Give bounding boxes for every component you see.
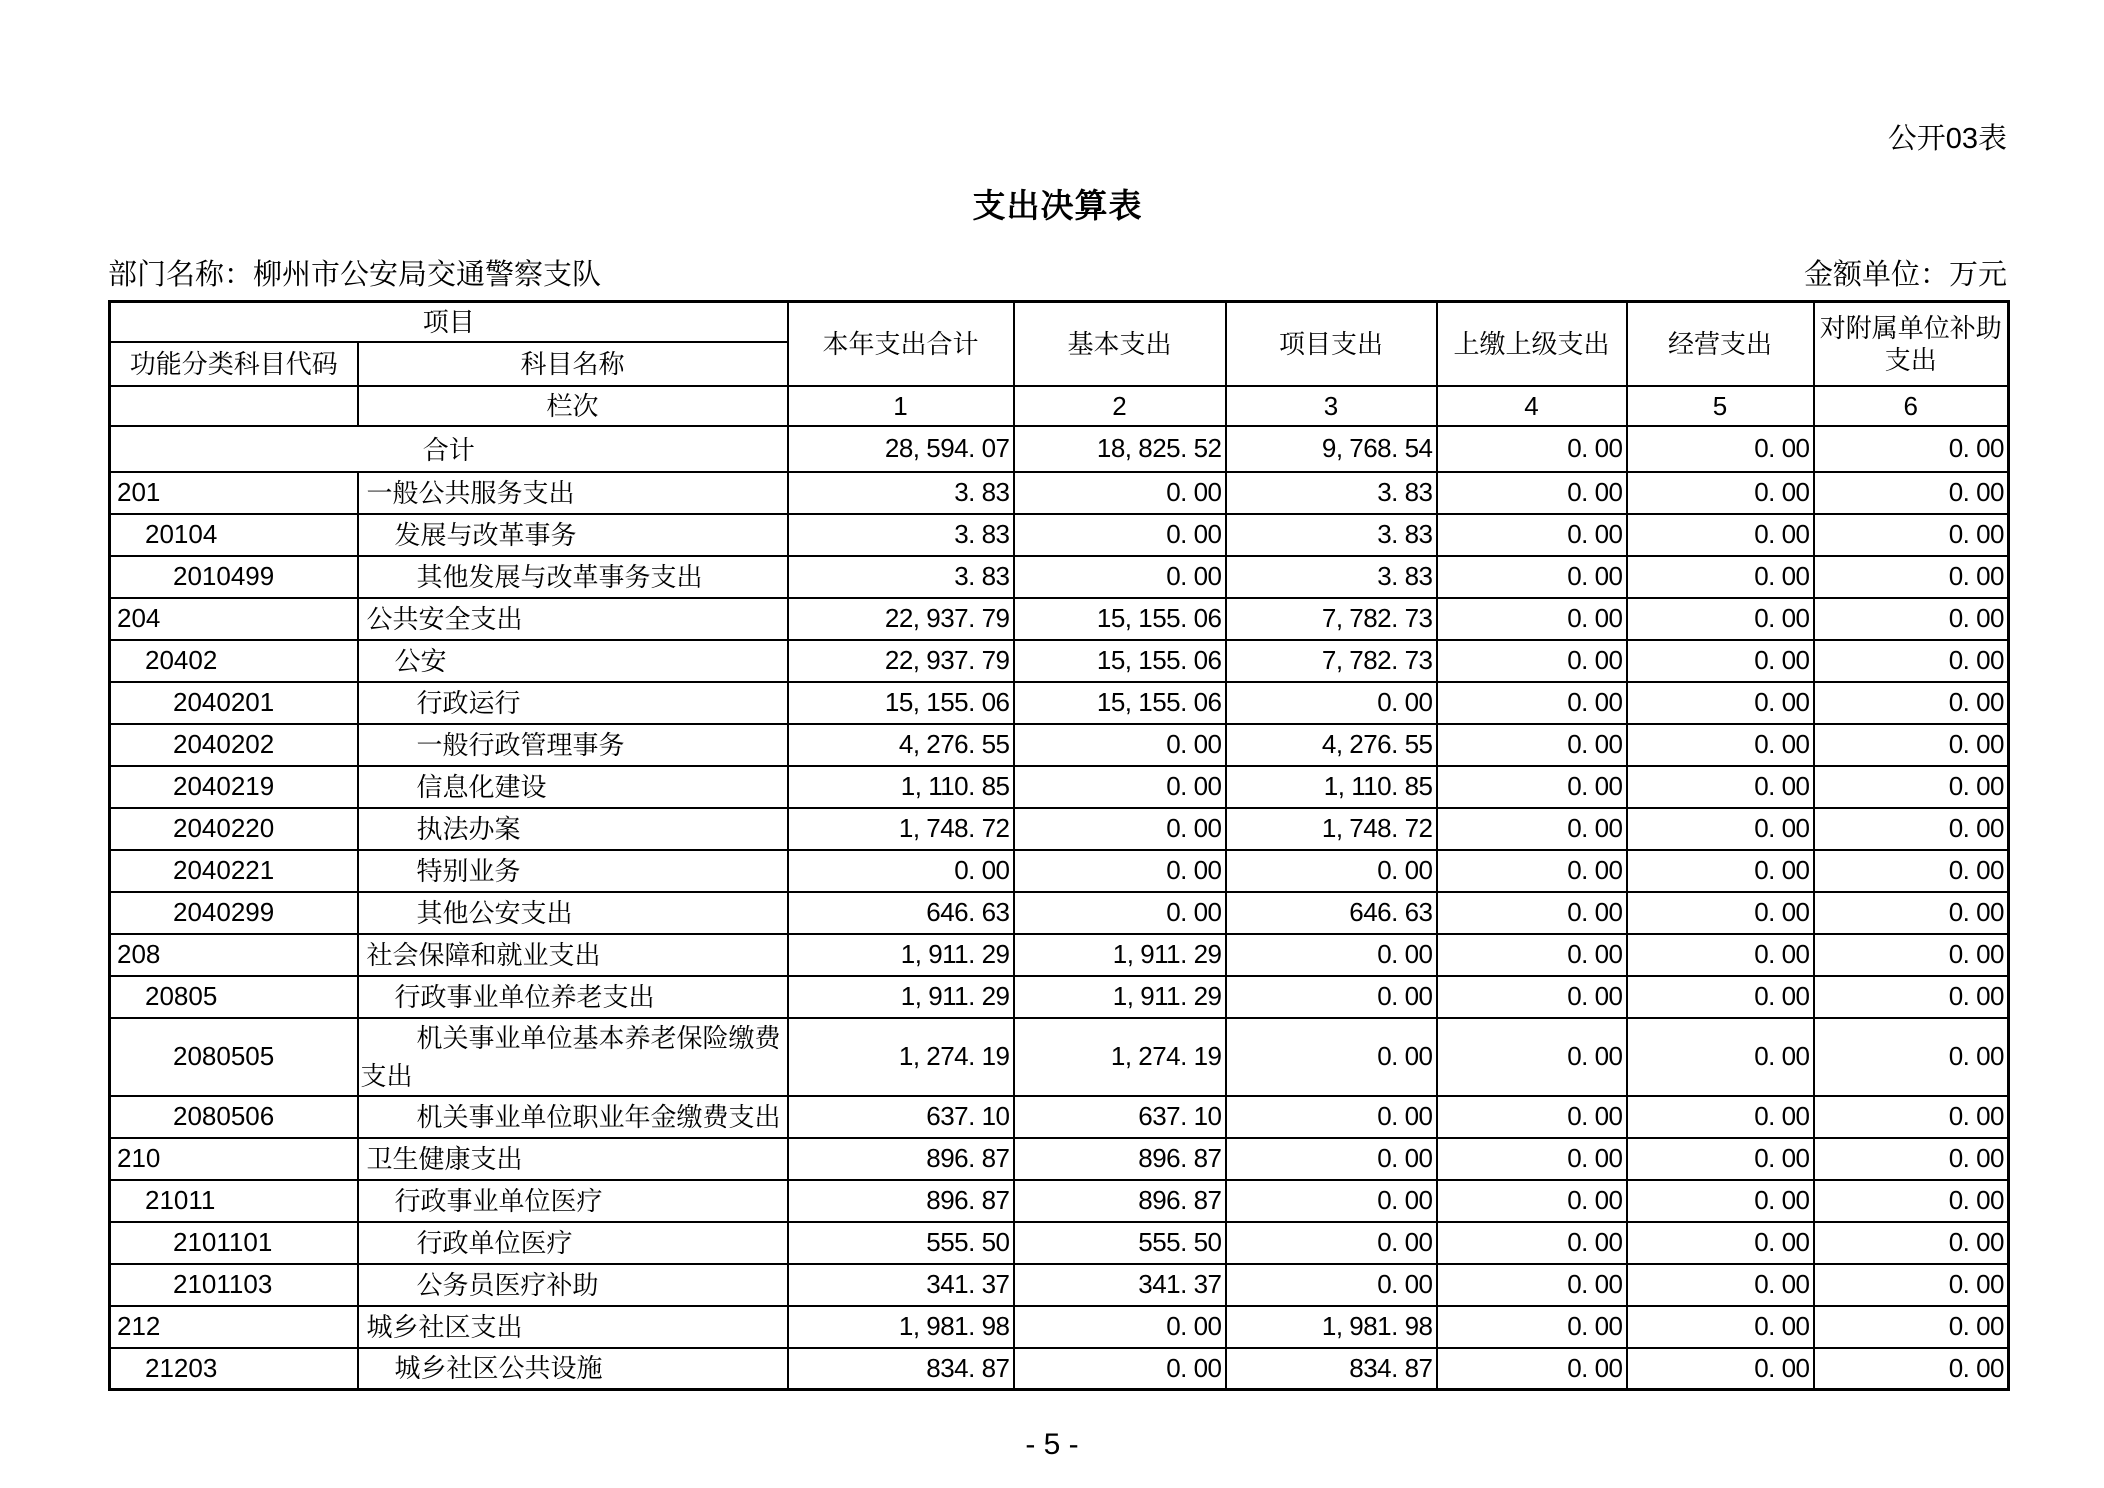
- amount-cell: 0. 00: [1814, 766, 2009, 808]
- amount-cell: 0. 00: [1437, 472, 1627, 514]
- amount-cell: 646. 63: [1226, 892, 1437, 934]
- header-col-operating: 经营支出: [1627, 302, 1814, 386]
- page-title: 支出决算表: [972, 187, 1143, 224]
- amount-cell: 3. 83: [1226, 472, 1437, 514]
- subject-name: 特别业务: [358, 850, 788, 892]
- header-code: 功能分类科目代码: [110, 342, 358, 386]
- amount-cell: 1, 911. 29: [1014, 934, 1226, 976]
- subject-code: 2080506: [110, 1096, 358, 1138]
- table-row: [110, 556, 2009, 598]
- total-row: [110, 426, 2009, 472]
- sheet-tag: 公开03表: [1887, 123, 2007, 155]
- amount-cell: 0. 00: [1627, 682, 1814, 724]
- amount-cell: 4, 276. 55: [788, 724, 1014, 766]
- amount-cell: 0. 00: [1437, 976, 1627, 1018]
- subject-name: 机关事业单位基本养老保险缴费支出: [358, 1018, 788, 1096]
- amount-cell: 0. 00: [1226, 1096, 1437, 1138]
- amount-cell: 0. 00: [1014, 556, 1226, 598]
- amount-cell: 341. 37: [788, 1264, 1014, 1306]
- table-row: [110, 472, 2009, 514]
- amount-cell: 1, 110. 85: [788, 766, 1014, 808]
- subject-code: 21203: [110, 1348, 358, 1390]
- amount-cell: 0. 00: [1014, 472, 1226, 514]
- amount-cell: 1, 981. 98: [1226, 1306, 1437, 1348]
- amount-cell: 834. 87: [788, 1348, 1014, 1390]
- amount-cell: 0. 00: [1627, 850, 1814, 892]
- total-value-1: 28, 594. 07: [788, 426, 1014, 472]
- amount-cell: 0. 00: [1627, 892, 1814, 934]
- amount-cell: 7, 782. 73: [1226, 640, 1437, 682]
- table-row: [110, 808, 2009, 850]
- amount-cell: 0. 00: [1627, 1348, 1814, 1390]
- table-body: [110, 472, 2009, 1390]
- amount-cell: 0. 00: [1627, 472, 1814, 514]
- amount-cell: 0. 00: [1814, 1018, 2009, 1096]
- amount-unit: 金额单位：万元: [1803, 259, 2007, 291]
- amount-cell: 0. 00: [1814, 682, 2009, 724]
- subject-code: 21011: [110, 1180, 358, 1222]
- amount-cell: 0. 00: [1814, 556, 2009, 598]
- header-row-lanci: [110, 386, 2009, 426]
- lanci-col-5: 5: [1627, 386, 1814, 426]
- lanci-col-3: 3: [1226, 386, 1437, 426]
- amount-cell: 0. 00: [1437, 1264, 1627, 1306]
- subject-name: 其他公安支出: [358, 892, 788, 934]
- amount-cell: 0. 00: [1437, 850, 1627, 892]
- amount-cell: 0. 00: [1437, 1222, 1627, 1264]
- subject-name: 社会保障和就业支出: [358, 934, 788, 976]
- table-row: [110, 1138, 2009, 1180]
- amount-cell: 0. 00: [1226, 1264, 1437, 1306]
- lanci-col-4: 4: [1437, 386, 1627, 426]
- meta-row: [108, 254, 2007, 296]
- amount-cell: 0. 00: [1437, 598, 1627, 640]
- amount-cell: 0. 00: [1437, 892, 1627, 934]
- amount-cell: 1, 911. 29: [788, 976, 1014, 1018]
- subject-code: 2010499: [110, 556, 358, 598]
- amount-cell: 0. 00: [1627, 934, 1814, 976]
- header-col-upturn: 上缴上级支出: [1437, 302, 1627, 386]
- amount-cell: 0. 00: [1814, 1138, 2009, 1180]
- amount-cell: 896. 87: [1014, 1138, 1226, 1180]
- amount-cell: 0. 00: [1627, 724, 1814, 766]
- amount-cell: 0. 00: [1014, 850, 1226, 892]
- amount-cell: 0. 00: [1437, 1018, 1627, 1096]
- amount-cell: 0. 00: [1226, 976, 1437, 1018]
- amount-cell: 896. 87: [788, 1180, 1014, 1222]
- amount-cell: 0. 00: [1437, 1096, 1627, 1138]
- amount-cell: 4, 276. 55: [1226, 724, 1437, 766]
- page-number: - 5 -: [1025, 1428, 1079, 1461]
- total-value-6: 0. 00: [1814, 426, 2009, 472]
- table-row: [110, 1264, 2009, 1306]
- amount-cell: 0. 00: [1627, 514, 1814, 556]
- amount-cell: 0. 00: [1226, 682, 1437, 724]
- amount-cell: 0. 00: [1226, 1018, 1437, 1096]
- lanci-empty-cell: [110, 386, 358, 426]
- amount-cell: 0. 00: [1014, 514, 1226, 556]
- table-row: [110, 976, 2009, 1018]
- table-row: [110, 640, 2009, 682]
- subject-code: 2040219: [110, 766, 358, 808]
- header-row-project: [110, 302, 2009, 342]
- amount-cell: 0. 00: [1437, 556, 1627, 598]
- amount-cell: 834. 87: [1226, 1348, 1437, 1390]
- header-col-basic: 基本支出: [1014, 302, 1226, 386]
- subject-name: 行政事业单位养老支出: [358, 976, 788, 1018]
- table-row: [110, 892, 2009, 934]
- subject-code: 2040220: [110, 808, 358, 850]
- table-row: [110, 598, 2009, 640]
- table-row: [110, 682, 2009, 724]
- amount-cell: 341. 37: [1014, 1264, 1226, 1306]
- amount-cell: 896. 87: [1014, 1180, 1226, 1222]
- table-row: [110, 724, 2009, 766]
- amount-cell: 0. 00: [1014, 892, 1226, 934]
- subject-name: 一般行政管理事务: [358, 724, 788, 766]
- amount-cell: 0. 00: [1627, 1180, 1814, 1222]
- amount-cell: 15, 155. 06: [1014, 682, 1226, 724]
- amount-cell: 0. 00: [1437, 640, 1627, 682]
- amount-cell: 0. 00: [1814, 724, 2009, 766]
- subject-name: 城乡社区公共设施: [358, 1348, 788, 1390]
- subject-code: 201: [110, 472, 358, 514]
- amount-cell: 1, 110. 85: [1226, 766, 1437, 808]
- subject-name: 公共安全支出: [358, 598, 788, 640]
- table-total-section: [110, 426, 2009, 472]
- header-col-total: 本年支出合计: [788, 302, 1014, 386]
- subject-code: 20805: [110, 976, 358, 1018]
- subject-name: 执法办案: [358, 808, 788, 850]
- subject-name: 信息化建设: [358, 766, 788, 808]
- amount-cell: 1, 274. 19: [1014, 1018, 1226, 1096]
- amount-cell: 0. 00: [1437, 724, 1627, 766]
- amount-cell: 22, 937. 79: [788, 598, 1014, 640]
- table-row: [110, 1222, 2009, 1264]
- subject-name: 城乡社区支出: [358, 1306, 788, 1348]
- table-row: [110, 1018, 2009, 1096]
- amount-cell: 0. 00: [1226, 1222, 1437, 1264]
- amount-cell: 1, 911. 29: [1014, 976, 1226, 1018]
- amount-cell: 1, 748. 72: [788, 808, 1014, 850]
- subject-code: 20104: [110, 514, 358, 556]
- subject-name: 卫生健康支出: [358, 1138, 788, 1180]
- subject-name: 公安: [358, 640, 788, 682]
- amount-cell: 0. 00: [1014, 808, 1226, 850]
- amount-cell: 0. 00: [1627, 1264, 1814, 1306]
- amount-cell: 0. 00: [1814, 1096, 2009, 1138]
- amount-cell: 555. 50: [788, 1222, 1014, 1264]
- expenditure-table: [108, 300, 2010, 1391]
- table-row: [110, 934, 2009, 976]
- subject-name: 公务员医疗补助: [358, 1264, 788, 1306]
- subject-name: 发展与改革事务: [358, 514, 788, 556]
- amount-cell: 0. 00: [1814, 934, 2009, 976]
- amount-cell: 3. 83: [788, 514, 1014, 556]
- subject-name: 行政事业单位医疗: [358, 1180, 788, 1222]
- subject-name: 一般公共服务支出: [358, 472, 788, 514]
- amount-cell: 0. 00: [1814, 808, 2009, 850]
- amount-cell: 0. 00: [1627, 640, 1814, 682]
- amount-cell: 555. 50: [1014, 1222, 1226, 1264]
- amount-cell: 0. 00: [1226, 934, 1437, 976]
- table-header: [110, 302, 2009, 426]
- amount-cell: 0. 00: [1437, 808, 1627, 850]
- total-value-4: 0. 00: [1437, 426, 1627, 472]
- amount-cell: 637. 10: [1014, 1096, 1226, 1138]
- amount-cell: 0. 00: [1627, 976, 1814, 1018]
- amount-cell: 15, 155. 06: [1014, 640, 1226, 682]
- header-project: 项目: [110, 302, 788, 342]
- amount-cell: 0. 00: [1627, 1138, 1814, 1180]
- table-row: [110, 1096, 2009, 1138]
- amount-cell: 0. 00: [1014, 1306, 1226, 1348]
- amount-cell: 0. 00: [1627, 556, 1814, 598]
- amount-cell: 0. 00: [1627, 598, 1814, 640]
- subject-code: 208: [110, 934, 358, 976]
- table-row: [110, 1180, 2009, 1222]
- amount-cell: 646. 63: [788, 892, 1014, 934]
- amount-cell: 0. 00: [1226, 850, 1437, 892]
- amount-cell: 0. 00: [1014, 766, 1226, 808]
- amount-cell: 0. 00: [1014, 724, 1226, 766]
- subject-code: 212: [110, 1306, 358, 1348]
- table-row: [110, 850, 2009, 892]
- table-row: [110, 1306, 2009, 1348]
- amount-cell: 15, 155. 06: [788, 682, 1014, 724]
- amount-cell: 0. 00: [1814, 514, 2009, 556]
- amount-cell: 0. 00: [1627, 1306, 1814, 1348]
- subject-code: 2040201: [110, 682, 358, 724]
- amount-cell: 0. 00: [1814, 892, 2009, 934]
- amount-cell: 0. 00: [1437, 934, 1627, 976]
- amount-cell: 0. 00: [1437, 1306, 1627, 1348]
- subject-code: 20402: [110, 640, 358, 682]
- subject-code: 210: [110, 1138, 358, 1180]
- amount-cell: 0. 00: [1814, 598, 2009, 640]
- lanci-col-1: 1: [788, 386, 1014, 426]
- subject-code: 2080505: [110, 1018, 358, 1096]
- header-col-project-expend: 项目支出: [1226, 302, 1437, 386]
- amount-cell: 7, 782. 73: [1226, 598, 1437, 640]
- amount-cell: 0. 00: [1627, 1222, 1814, 1264]
- lanci-col-2: 2: [1014, 386, 1226, 426]
- amount-cell: 3. 83: [788, 472, 1014, 514]
- amount-cell: 1, 911. 29: [788, 934, 1014, 976]
- amount-cell: 15, 155. 06: [1014, 598, 1226, 640]
- amount-cell: 0. 00: [1437, 1180, 1627, 1222]
- subject-code: 204: [110, 598, 358, 640]
- amount-cell: 0. 00: [1814, 976, 2009, 1018]
- amount-cell: 3. 83: [1226, 514, 1437, 556]
- table-row: [110, 766, 2009, 808]
- amount-cell: 3. 83: [1226, 556, 1437, 598]
- amount-cell: 0. 00: [1627, 1018, 1814, 1096]
- amount-cell: 1, 981. 98: [788, 1306, 1014, 1348]
- amount-cell: 896. 87: [788, 1138, 1014, 1180]
- table-row: [110, 514, 2009, 556]
- amount-cell: 0. 00: [1437, 682, 1627, 724]
- amount-cell: 0. 00: [1814, 640, 2009, 682]
- amount-cell: 0. 00: [1627, 808, 1814, 850]
- subject-name: 机关事业单位职业年金缴费支出: [358, 1096, 788, 1138]
- amount-cell: 0. 00: [1437, 514, 1627, 556]
- subject-code: 2040299: [110, 892, 358, 934]
- subject-code: 2101101: [110, 1222, 358, 1264]
- lanci-label: 栏次: [358, 386, 788, 426]
- subject-name: 行政运行: [358, 682, 788, 724]
- amount-cell: 0. 00: [1814, 1180, 2009, 1222]
- amount-cell: 0. 00: [1814, 850, 2009, 892]
- header-subject-name: 科目名称: [358, 342, 788, 386]
- amount-cell: 637. 10: [788, 1096, 1014, 1138]
- subject-code: 2040221: [110, 850, 358, 892]
- total-label: 合计: [110, 426, 788, 472]
- lanci-col-6: 6: [1814, 386, 2009, 426]
- amount-cell: 0. 00: [1627, 1096, 1814, 1138]
- subject-name: 行政单位医疗: [358, 1222, 788, 1264]
- amount-cell: 0. 00: [1814, 472, 2009, 514]
- total-value-2: 18, 825. 52: [1014, 426, 1226, 472]
- total-value-5: 0. 00: [1627, 426, 1814, 472]
- subject-name: 其他发展与改革事务支出: [358, 556, 788, 598]
- amount-cell: 0. 00: [1814, 1306, 2009, 1348]
- header-col-subsidy: 对附属单位补助支出: [1814, 302, 2009, 386]
- amount-cell: 0. 00: [1437, 1138, 1627, 1180]
- amount-cell: 1, 748. 72: [1226, 808, 1437, 850]
- table-row: [110, 1348, 2009, 1390]
- amount-cell: 0. 00: [1437, 1348, 1627, 1390]
- amount-cell: 0. 00: [1437, 766, 1627, 808]
- amount-cell: 0. 00: [1814, 1222, 2009, 1264]
- report-content: [108, 0, 2007, 1391]
- department-name: 部门名称：柳州市公安局交通警察支队: [108, 259, 602, 291]
- amount-cell: 1, 274. 19: [788, 1018, 1014, 1096]
- subject-code: 2101103: [110, 1264, 358, 1306]
- amount-cell: 0. 00: [1014, 1348, 1226, 1390]
- amount-cell: 0. 00: [1627, 766, 1814, 808]
- amount-cell: 0. 00: [1226, 1138, 1437, 1180]
- amount-cell: 3. 83: [788, 556, 1014, 598]
- amount-cell: 22, 937. 79: [788, 640, 1014, 682]
- subject-code: 2040202: [110, 724, 358, 766]
- amount-cell: 0. 00: [1814, 1264, 2009, 1306]
- amount-cell: 0. 00: [1226, 1180, 1437, 1222]
- total-value-3: 9, 768. 54: [1226, 426, 1437, 472]
- amount-cell: 0. 00: [788, 850, 1014, 892]
- amount-cell: 0. 00: [1814, 1348, 2009, 1390]
